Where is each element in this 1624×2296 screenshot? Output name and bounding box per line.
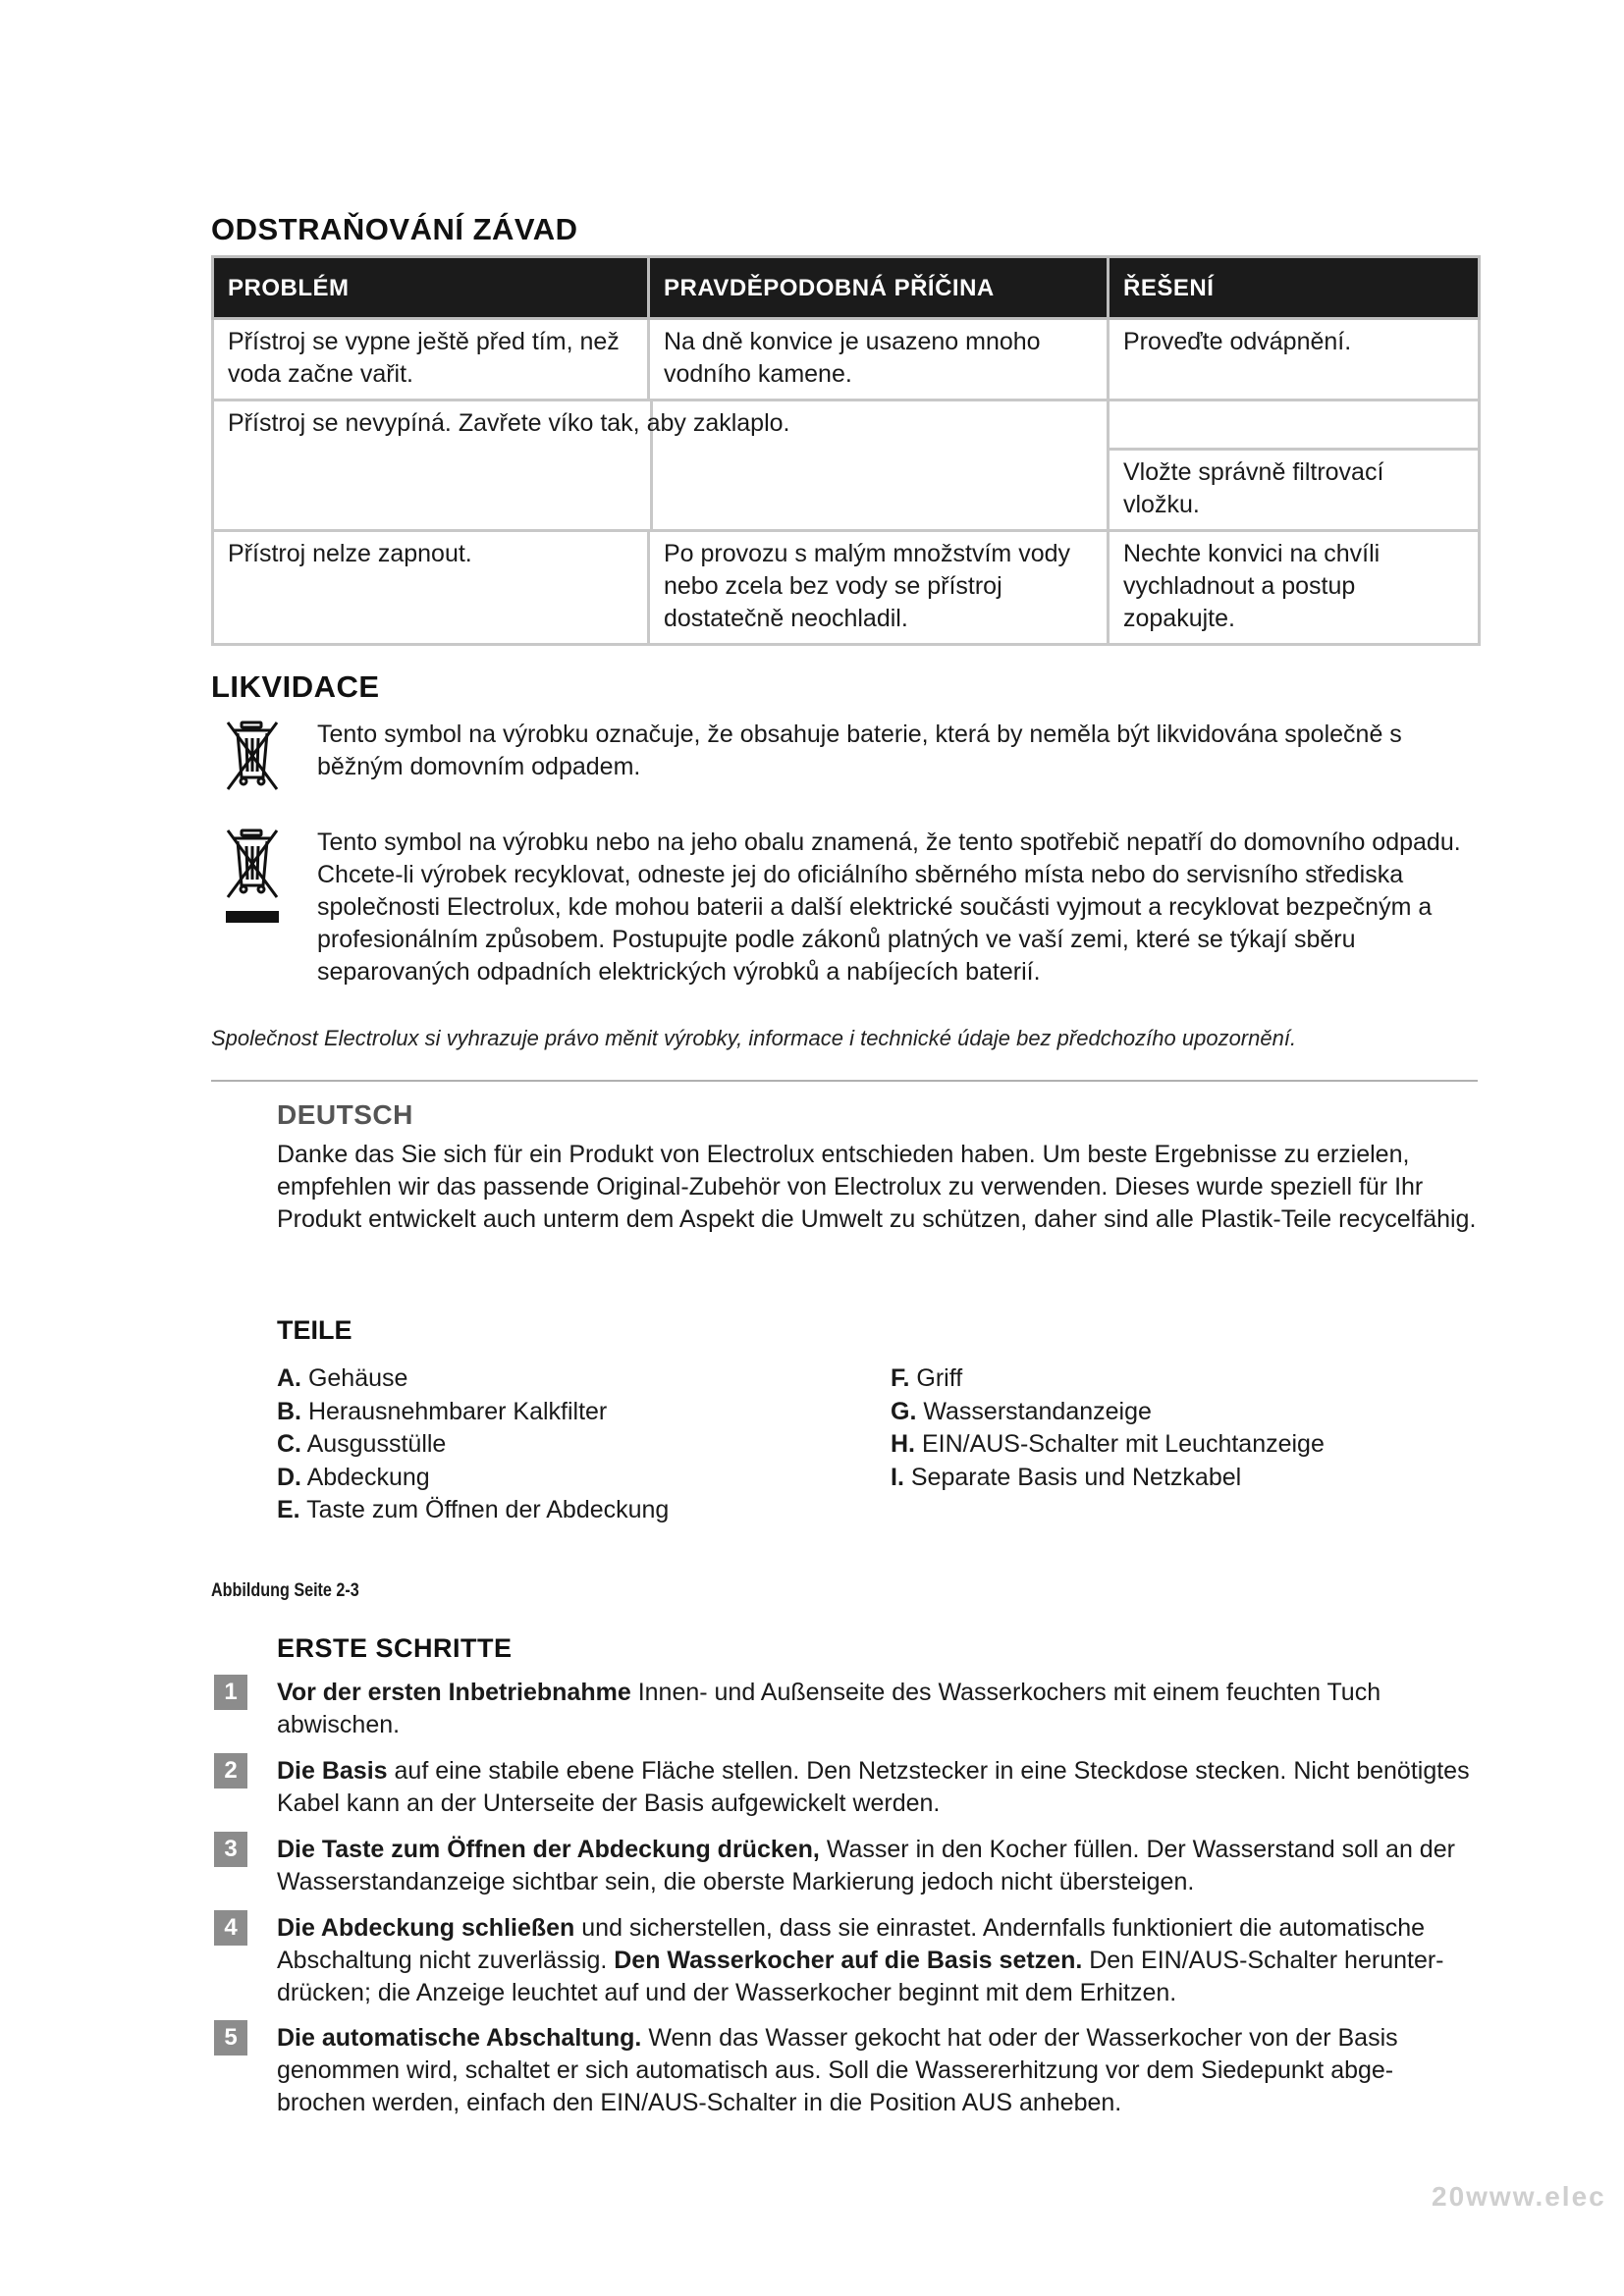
- list-item: F. Griff: [891, 1364, 963, 1392]
- list-item: D. Abdeckung: [277, 1463, 430, 1491]
- figure-note: Abbildung Seite 2-3: [211, 1580, 359, 1601]
- list-item: C. Ausgusstülle: [277, 1430, 447, 1458]
- solution-cell: Nechte konvici na chvíli vychladnout a postup zopakujte.: [1109, 531, 1480, 645]
- step-text: Die Basis auf eine stabile ebene Fläche stellen. Den Netzstecker in eine Steckdose stecken. Nicht benötigtes Kabel kann an der Unterseite der Basis aufgewickelt werden.: [277, 1757, 1470, 1817]
- cause-cell: Na dně konvice je usazeno mnoho vodního kamene.: [649, 319, 1109, 400]
- step-number-badge: 2: [214, 1753, 247, 1789]
- parts-list-left: [277, 1362, 866, 1527]
- step-text: Die automatische Abschaltung. Wenn das Wasser gekocht hat oder der Wasserkocher von der Basis genommen wird, schaltet er sich automatisch aus. Soll die Wassererhitzung vor dem Siedepunkt abge-brochen werden, einfach den EIN/AUS-Schalter in die Position AUS anheben.: [277, 2024, 1398, 2116]
- step-number-badge: 1: [214, 1675, 247, 1710]
- troubleshooting-title: ODSTRAŇOVÁNÍ ZÁVAD: [211, 212, 578, 246]
- crossed-bin-icon: [222, 717, 283, 799]
- solution-cell: Vložte správně filtrovací vložku.: [1109, 450, 1480, 531]
- list-item: A. Gehäuse: [277, 1364, 408, 1392]
- problem-cell: Přístroj se vypne ještě před tím, než voda začne vařit.: [213, 319, 649, 400]
- cause-cell: Po provozu s malým množstvím vody nebo zcela bez vody se přístroj dostatečně neochladil.: [649, 531, 1109, 645]
- notice-text: Společnost Electrolux si vyhrazuje právo měnit výrobky, informace i technické údaje bez předchozího upozornění.: [211, 1026, 1297, 1050]
- list-item: B. Herausnehmbarer Kalkfilter: [277, 1397, 608, 1425]
- step-number-badge: 4: [214, 1910, 247, 1946]
- troubleshooting-table: [211, 255, 1481, 646]
- list-item: I. Separate Basis und Netzkabel: [891, 1463, 1242, 1491]
- step-text: Vor der ersten Inbetriebnahme Innen- und Außenseite des Wasserkochers mit einem feuchten Tuch abwischen.: [277, 1679, 1381, 1738]
- page-footer: 20www.elec: [1432, 2181, 1606, 2212]
- problem-cell: Přístroj nelze zapnout.: [213, 531, 649, 645]
- product-disposal-text: Tento symbol na výrobku nebo na jeho obalu znamená, že tento spotřebič nepatří do domovního odpadu. Chcete-li výrobek recyklovat, odneste jej do oficiálního sběrného místa nebo do servisního střediska společnosti Electrolux, kde mohou baterii a další elektrické součásti vyjmout a recyklovat bezpečným a profesionálním způsobem. Postupujte podle zákonů platných ve vaší zemi, které se týkají sběru separovaných odpadních elektrických výrobků a nabíjecích baterií.: [317, 828, 1461, 986]
- table-row: [213, 531, 1480, 645]
- step-text: Die Taste zum Öffnen der Abdeckung drücken, Wasser in den Kocher füllen. Der Wasserstand soll an der Wasserstandanzeige sichtbar sein, die oberste Markierung jedoch nicht übersteigen.: [277, 1836, 1455, 1896]
- table-row: [213, 319, 1480, 400]
- parts-list-right: [891, 1362, 1480, 1494]
- list-item: E. Taste zum Öffnen der Abdeckung: [277, 1496, 670, 1523]
- step-number-badge: 3: [214, 1832, 247, 1867]
- parts-heading: TEILE: [277, 1315, 352, 1345]
- language-heading: DEUTSCH: [277, 1099, 413, 1130]
- problem-cell: [213, 400, 1109, 531]
- solution-cell: [1109, 400, 1480, 450]
- table-header-row: [213, 257, 1480, 319]
- list-item: H. EIN/AUS-Schalter mit Leuchtanzeige: [891, 1430, 1325, 1458]
- divider: [211, 1080, 1478, 1082]
- column-header: PRAVDĚPODOBNÁ PŘÍČINA: [649, 257, 1109, 319]
- list-item: G. Wasserstandanzeige: [891, 1397, 1152, 1425]
- table-row: [213, 400, 1480, 450]
- crossed-bin-bar-icon: [222, 825, 283, 927]
- solution-cell: Proveďte odvápnění.: [1109, 319, 1480, 400]
- battery-disposal-text: Tento symbol na výrobku označuje, že obsahuje baterie, která by neměla být likvidována společně s běžným domovním odpadem.: [317, 721, 1402, 780]
- step-text: Die Abdeckung schließen und sicherstellen, dass sie einrastet. Andernfalls funktioniert die automatische Abschaltung nicht zuverlässig. Den Wasserkocher auf die Basis setzen. Den EIN/AUS-Schalter herunter-drücken; die Anzeige leuchtet auf und der Wasserkocher beginnt mit dem Erhitzen.: [277, 1914, 1444, 2006]
- problem-text: Přístroj se nevypíná. Zavřete víko tak, aby zaklaplo.: [228, 409, 790, 437]
- step-number-badge: 5: [214, 2020, 247, 2056]
- steps-heading: ERSTE SCHRITTE: [277, 1633, 513, 1663]
- intro-paragraph: Danke das Sie sich für ein Produkt von Electrolux entschieden haben. Um beste Ergebnisse zu erzielen, empfehlen wir das passende Original-Zubehör von Electrolux zu verwenden. Dieses wurde speziell für Ihr Produkt entwickelt auch unterm dem Aspekt die Umwelt zu schützen, daher sind alle Plastik-Teile recycelfähig.: [277, 1141, 1477, 1233]
- column-header: PROBLÉM: [213, 257, 649, 319]
- disposal-title: LIKVIDACE: [211, 669, 380, 704]
- column-header: ŘEŠENÍ: [1109, 257, 1480, 319]
